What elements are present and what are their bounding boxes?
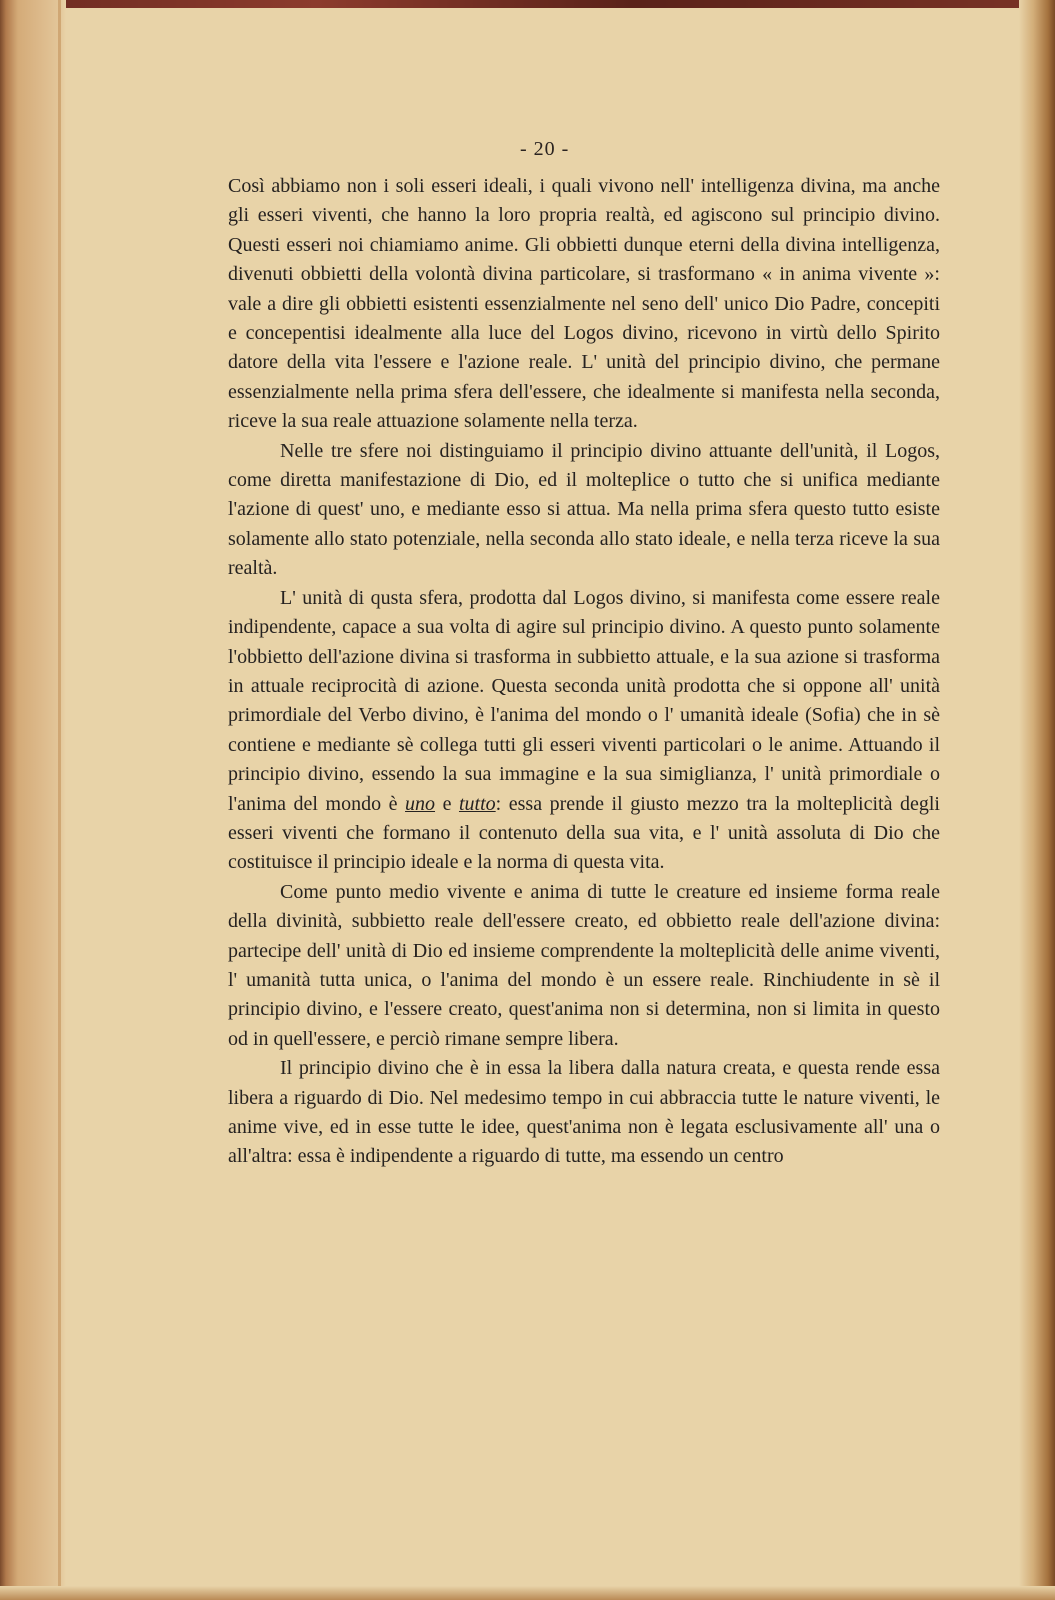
page-top-edge xyxy=(0,0,1055,8)
paragraph-3 xyxy=(228,584,940,878)
paragraph-text: : essa prende il giusto mezzo tra la molteplicità degli esseri viventi che formano il contenuto della sua vita, e l' unità assoluta di Dio che costituisce il principio ideale e la norma di questa vita. xyxy=(228,792,940,874)
paragraph-text: Nelle tre sfere noi distinguiamo il principio divino attuante dell'unità, il Logos, come diretta manifestazione di Dio, ed il molteplice o tutto che si unifica mediante l'azione di quest' uno, e mediante esso si attua. Ma nella prima sfera questo tutto esiste solamente allo stato potenziale, nella seconda allo stato ideale, e nella terza riceve la sua realtà. xyxy=(228,439,940,580)
page-bottom-edge xyxy=(0,1586,1055,1600)
page-right-edge xyxy=(1019,0,1055,1600)
paragraph-1 xyxy=(228,172,940,437)
paragraph-text: Come punto medio vivente e anima di tutte le creature ed insieme forma reale della divinità, subbietto reale dell'essere creato, ed obbietto reale dell'azione divina: partecipe dell' unità di Dio ed insieme comprendente la molteplicità delle anime viventi, l' umanità tutta unica, o l'anima del mondo è un essere reale. Rinchiudente in sè il principio divino, e l'essere creato, quest'anima non si determina, non si limita in questo od in quell'essere, e perciò rimane sempre libera. xyxy=(228,880,940,1050)
page-number: - 20 - xyxy=(520,138,570,160)
paragraph-text: L' unità di qusta sfera, prodotta dal Logos divino, si manifesta come essere reale indipendente, capace a sua volta di agire sul principio divino. A questo punto solamente l'obbietto dell'azione divina si trasforma in subbietto attuale, e la sua azione si trasforma in attuale reciprocità di azione. Questa seconda unità prodotta che si oppone all' unità primordiale del Verbo divino, è l'anima del mondo o l' umanità ideale (Sofia) che in sè contiene e mediante sè collega tutti gli esseri viventi particolari o le anime. Attuando il principio divino, essendo la sua immagine e la sua simiglianza, l' unità primordiale o l'anima del mondo è xyxy=(228,586,940,815)
paragraph-4 xyxy=(228,878,940,1054)
emphasis-uno: uno xyxy=(405,792,436,815)
emphasis-tutto: tutto xyxy=(458,792,496,815)
paragraph-text: Così abbiamo non i soli esseri ideali, i quali vivono nell' intelligenza divina, ma anche gli esseri viventi, che hanno la loro propria realtà, ed agiscono sul principio divino. Questi esseri noi chiamiamo anime. Gli obbietti dunque eterni della divina intelligenza, divenuti obbietti della volontà divina particolare, si trasformano « in anima vivente »: vale a dire gli obbietti esistenti essenzialmente nel seno dell' unico Dio Padre, concepiti e concepentisi idealmente alla luce del Logos divino, ricevono in virtù dello Spirito datore della vita l'essere e l'azione reale. L' unità del principio divino, che permane essenzialmente nella prima sfera dell'essere, che idealmente si manifesta nella seconda, riceve la sua reale attuazione solamente nella terza. xyxy=(228,175,940,433)
paragraph-text: Il principio divino che è in essa la libera dalla natura creata, e questa rende essa libera a riguardo di Dio. Nel medesimo tempo in cui abbraccia tutte le nature viventi, le anime vive, ed in esse tutte le idee, quest'anima non è legata esclusivamente all' una o all'altra: essa è indipendente a riguardo di tutte, ma essendo un centro xyxy=(228,1057,940,1168)
paragraph-2 xyxy=(228,437,940,584)
paragraph-5 xyxy=(228,1054,940,1172)
paragraph-text: e xyxy=(435,792,459,815)
body-text xyxy=(228,172,940,1172)
book-binding-shadow xyxy=(0,0,66,1600)
